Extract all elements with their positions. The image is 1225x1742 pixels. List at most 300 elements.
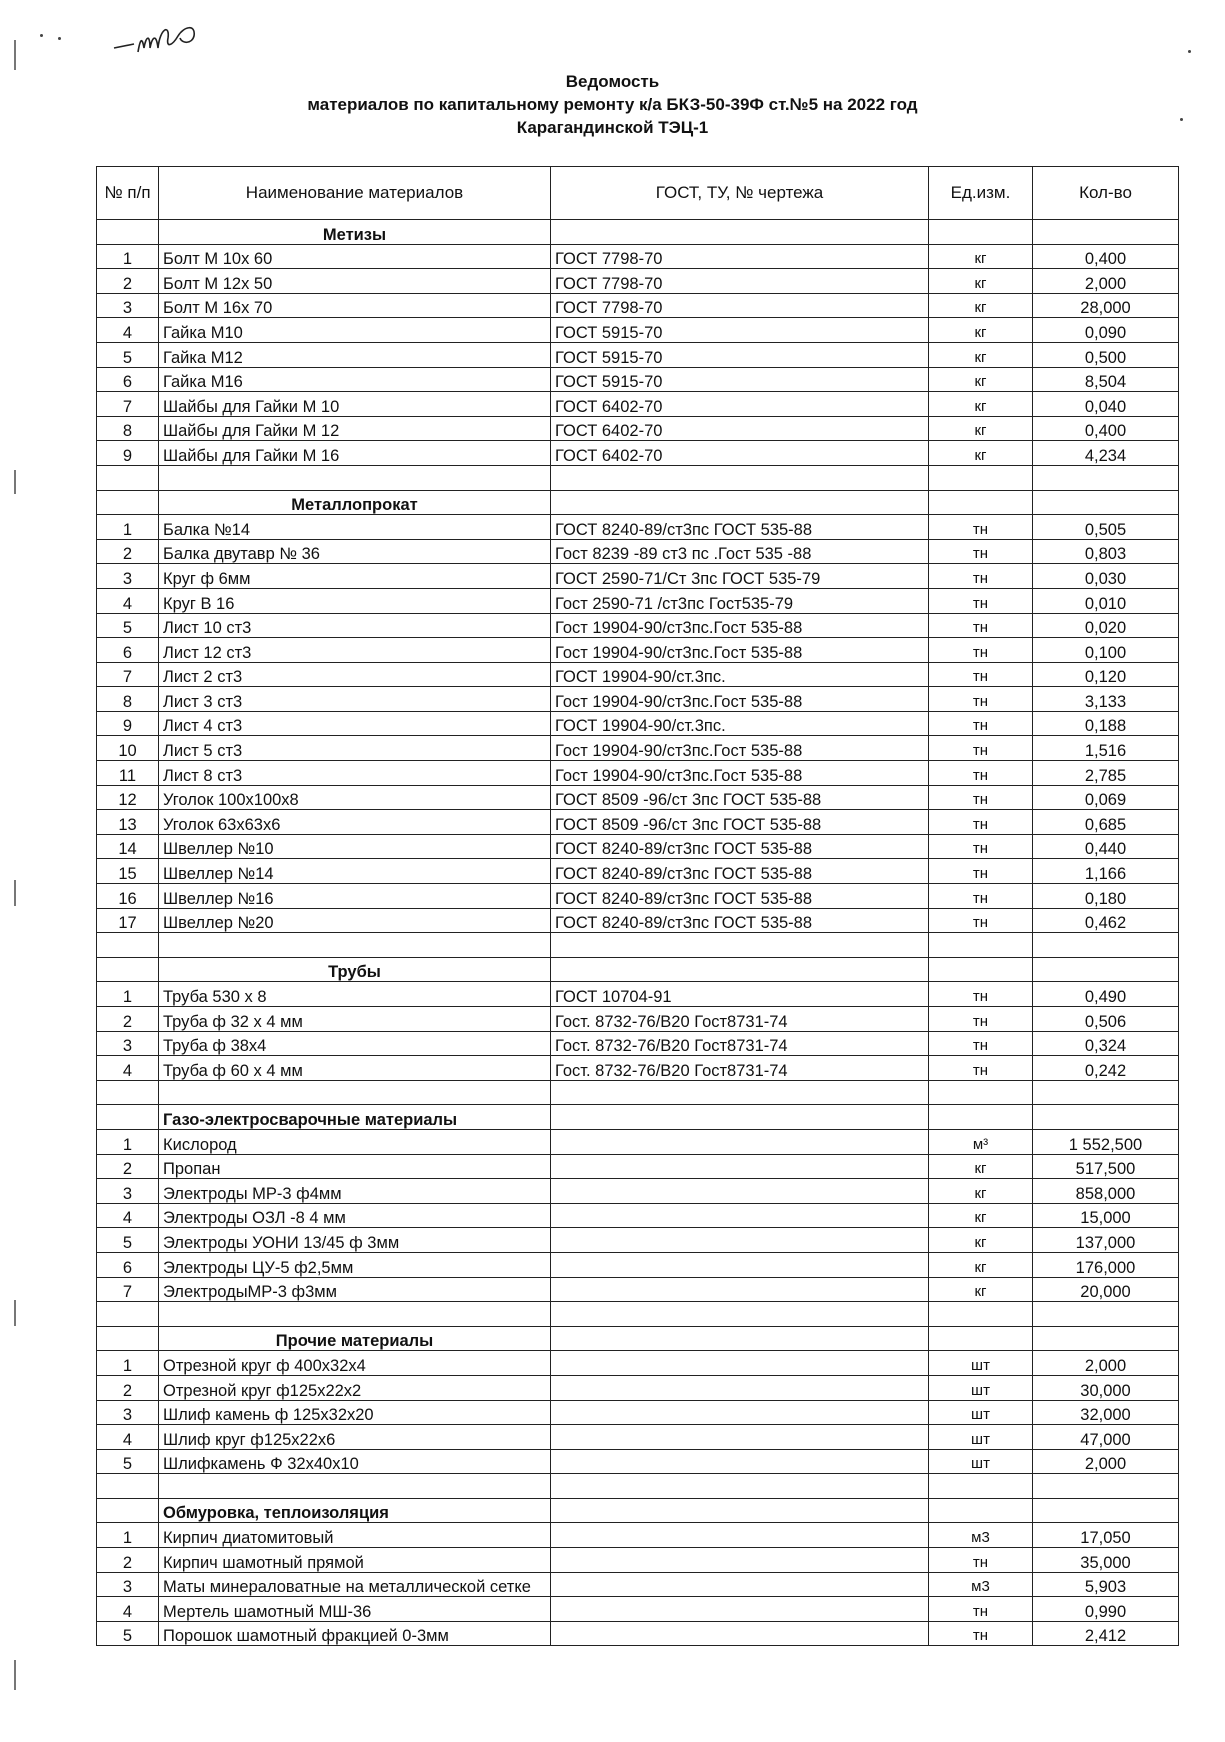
material-name: Лист 4 ст3 bbox=[159, 711, 551, 736]
gost-reference bbox=[551, 1597, 929, 1622]
empty-cell bbox=[159, 1474, 551, 1499]
unit-of-measure: шт bbox=[929, 1351, 1033, 1376]
quantity: 0,324 bbox=[1033, 1031, 1179, 1056]
row-number: 12 bbox=[97, 785, 159, 810]
row-number: 1 bbox=[97, 1523, 159, 1548]
gost-reference bbox=[551, 1129, 929, 1154]
table-row bbox=[97, 638, 1179, 663]
material-name: Лист 5 ст3 bbox=[159, 736, 551, 761]
gost-reference: ГОСТ 19904-90/ст.3пс. bbox=[551, 711, 929, 736]
quantity: 2,785 bbox=[1033, 761, 1179, 786]
quantity: 3,133 bbox=[1033, 687, 1179, 712]
unit-of-measure: тн bbox=[929, 982, 1033, 1007]
material-name: Порошок шамотный фракцией 0-3мм bbox=[159, 1621, 551, 1646]
unit-of-measure: кг bbox=[929, 293, 1033, 318]
gost-reference: ГОСТ 8240-89/ст3пс ГОСТ 535-88 bbox=[551, 908, 929, 933]
empty-cell bbox=[1033, 1498, 1179, 1523]
gost-reference: Гост 19904-90/ст3пс.Гост 535-88 bbox=[551, 761, 929, 786]
empty-cell bbox=[159, 1080, 551, 1105]
unit-of-measure: тн bbox=[929, 834, 1033, 859]
material-name: Труба ф 38х4 bbox=[159, 1031, 551, 1056]
table-row bbox=[97, 1179, 1179, 1204]
scan-speck bbox=[58, 37, 61, 40]
empty-cell bbox=[551, 1474, 929, 1499]
quantity: 4,234 bbox=[1033, 441, 1179, 466]
quantity: 2,000 bbox=[1033, 269, 1179, 294]
quantity: 0,090 bbox=[1033, 318, 1179, 343]
quantity: 0,400 bbox=[1033, 244, 1179, 269]
quantity: 0,180 bbox=[1033, 884, 1179, 909]
scan-edge-mark bbox=[14, 470, 16, 494]
quantity: 0,030 bbox=[1033, 564, 1179, 589]
section-header-row bbox=[97, 1498, 1179, 1523]
material-name: Швеллер №20 bbox=[159, 908, 551, 933]
material-name: Маты минераловатные на металлической сетке bbox=[159, 1572, 551, 1597]
quantity: 47,000 bbox=[1033, 1425, 1179, 1450]
empty-cell bbox=[1033, 1302, 1179, 1327]
table-row bbox=[97, 613, 1179, 638]
col-header-qty: Кол-во bbox=[1033, 167, 1179, 220]
empty-cell bbox=[97, 490, 159, 515]
empty-cell bbox=[929, 1080, 1033, 1105]
unit-of-measure: кг bbox=[929, 318, 1033, 343]
material-name: Лист 3 ст3 bbox=[159, 687, 551, 712]
empty-cell bbox=[929, 490, 1033, 515]
gost-reference: ГОСТ 7798-70 bbox=[551, 269, 929, 294]
empty-cell bbox=[97, 1498, 159, 1523]
empty-cell bbox=[929, 957, 1033, 982]
quantity: 0,440 bbox=[1033, 834, 1179, 859]
unit-of-measure: тн bbox=[929, 761, 1033, 786]
gost-reference: Гост 19904-90/ст3пс.Гост 535-88 bbox=[551, 613, 929, 638]
quantity: 0,490 bbox=[1033, 982, 1179, 1007]
unit-of-measure: тн bbox=[929, 1031, 1033, 1056]
row-number: 10 bbox=[97, 736, 159, 761]
empty-cell bbox=[97, 1105, 159, 1130]
document-header bbox=[0, 70, 1225, 139]
table-row bbox=[97, 1277, 1179, 1302]
quantity: 2,000 bbox=[1033, 1449, 1179, 1474]
unit-of-measure: тн bbox=[929, 687, 1033, 712]
col-header-gost: ГОСТ, ТУ, № чертежа bbox=[551, 167, 929, 220]
unit-of-measure: тн bbox=[929, 613, 1033, 638]
gost-reference: Гост 2590-71 /ст3пс Гост535-79 bbox=[551, 588, 929, 613]
gost-reference bbox=[551, 1548, 929, 1573]
quantity: 0,400 bbox=[1033, 416, 1179, 441]
table-body bbox=[97, 220, 1179, 1646]
material-name: Балка №14 bbox=[159, 515, 551, 540]
row-number: 5 bbox=[97, 1449, 159, 1474]
table-row bbox=[97, 1056, 1179, 1081]
material-name: Электроды УОНИ 13/45 ф 3мм bbox=[159, 1228, 551, 1253]
material-name: Уголок 63х63х6 bbox=[159, 810, 551, 835]
material-name: Кирпич диатомитовый bbox=[159, 1523, 551, 1548]
gost-reference: ГОСТ 10704-91 bbox=[551, 982, 929, 1007]
quantity: 2,412 bbox=[1033, 1621, 1179, 1646]
gost-reference: ГОСТ 5915-70 bbox=[551, 342, 929, 367]
unit-of-measure: тн bbox=[929, 662, 1033, 687]
quantity: 0,685 bbox=[1033, 810, 1179, 835]
gost-reference bbox=[551, 1179, 929, 1204]
row-number: 9 bbox=[97, 441, 159, 466]
material-name: Шайбы для Гайки М 10 bbox=[159, 392, 551, 417]
unit-of-measure: м³ bbox=[929, 1129, 1033, 1154]
gost-reference: ГОСТ 8240-89/ст3пс ГОСТ 535-88 bbox=[551, 884, 929, 909]
empty-cell bbox=[1033, 220, 1179, 245]
unit-of-measure: кг bbox=[929, 244, 1033, 269]
table-row bbox=[97, 588, 1179, 613]
section-header-row bbox=[97, 1105, 1179, 1130]
unit-of-measure: кг bbox=[929, 416, 1033, 441]
unit-of-measure: тн bbox=[929, 638, 1033, 663]
section-header-row bbox=[97, 1326, 1179, 1351]
quantity: 17,050 bbox=[1033, 1523, 1179, 1548]
material-name: Балка двутавр № 36 bbox=[159, 539, 551, 564]
blank-row bbox=[97, 465, 1179, 490]
scan-edge-mark bbox=[14, 40, 16, 70]
row-number: 2 bbox=[97, 1007, 159, 1032]
table-row bbox=[97, 539, 1179, 564]
unit-of-measure: кг bbox=[929, 1277, 1033, 1302]
empty-cell bbox=[97, 933, 159, 958]
empty-cell bbox=[929, 1498, 1033, 1523]
unit-of-measure: тн bbox=[929, 1007, 1033, 1032]
row-number: 17 bbox=[97, 908, 159, 933]
gost-reference: ГОСТ 5915-70 bbox=[551, 318, 929, 343]
unit-of-measure: м3 bbox=[929, 1572, 1033, 1597]
empty-cell bbox=[551, 1080, 929, 1105]
section-title: Металлопрокат bbox=[159, 490, 551, 515]
material-name: Шайбы для Гайки М 16 bbox=[159, 441, 551, 466]
table-row bbox=[97, 1228, 1179, 1253]
quantity: 30,000 bbox=[1033, 1375, 1179, 1400]
row-number: 2 bbox=[97, 1154, 159, 1179]
row-number: 5 bbox=[97, 613, 159, 638]
row-number: 6 bbox=[97, 1252, 159, 1277]
material-name: Шлиф камень ф 125х32х20 bbox=[159, 1400, 551, 1425]
gost-reference bbox=[551, 1572, 929, 1597]
quantity: 35,000 bbox=[1033, 1548, 1179, 1573]
gost-reference: Гост. 8732-76/В20 Гост8731-74 bbox=[551, 1007, 929, 1032]
row-number: 9 bbox=[97, 711, 159, 736]
unit-of-measure: кг bbox=[929, 1154, 1033, 1179]
unit-of-measure: шт bbox=[929, 1375, 1033, 1400]
gost-reference: ГОСТ 8240-89/ст3пс ГОСТ 535-88 bbox=[551, 859, 929, 884]
unit-of-measure: тн bbox=[929, 539, 1033, 564]
section-header-row bbox=[97, 490, 1179, 515]
unit-of-measure: тн bbox=[929, 564, 1033, 589]
unit-of-measure: кг bbox=[929, 342, 1033, 367]
table-row bbox=[97, 441, 1179, 466]
unit-of-measure: кг bbox=[929, 367, 1033, 392]
gost-reference: ГОСТ 6402-70 bbox=[551, 392, 929, 417]
empty-cell bbox=[929, 465, 1033, 490]
row-number: 7 bbox=[97, 662, 159, 687]
empty-cell bbox=[1033, 957, 1179, 982]
table-row bbox=[97, 810, 1179, 835]
row-number: 8 bbox=[97, 687, 159, 712]
table-row bbox=[97, 1007, 1179, 1032]
unit-of-measure: кг bbox=[929, 269, 1033, 294]
table-row bbox=[97, 736, 1179, 761]
row-number: 1 bbox=[97, 515, 159, 540]
table-row bbox=[97, 342, 1179, 367]
quantity: 0,462 bbox=[1033, 908, 1179, 933]
section-title: Метизы bbox=[159, 220, 551, 245]
material-name: Швеллер №16 bbox=[159, 884, 551, 909]
table-row bbox=[97, 244, 1179, 269]
scan-edge-mark bbox=[14, 1660, 16, 1690]
col-header-name: Наименование материалов bbox=[159, 167, 551, 220]
table-row bbox=[97, 785, 1179, 810]
unit-of-measure: м3 bbox=[929, 1523, 1033, 1548]
material-name: Труба 530 х 8 bbox=[159, 982, 551, 1007]
section-title: Газо-электросварочные материалы bbox=[159, 1105, 551, 1130]
material-name: Отрезной круг ф 400х32х4 bbox=[159, 1351, 551, 1376]
row-number: 3 bbox=[97, 293, 159, 318]
row-number: 3 bbox=[97, 1400, 159, 1425]
table-row bbox=[97, 834, 1179, 859]
empty-cell bbox=[551, 1302, 929, 1327]
material-name: Шлифкамень Ф 32х40х10 bbox=[159, 1449, 551, 1474]
empty-cell bbox=[929, 1105, 1033, 1130]
table-row bbox=[97, 1203, 1179, 1228]
quantity: 0,188 bbox=[1033, 711, 1179, 736]
unit-of-measure: тн bbox=[929, 810, 1033, 835]
row-number: 13 bbox=[97, 810, 159, 835]
gost-reference: ГОСТ 2590-71/Ст 3пс ГОСТ 535-79 bbox=[551, 564, 929, 589]
quantity: 8,504 bbox=[1033, 367, 1179, 392]
table-header-row bbox=[97, 167, 1179, 220]
material-name: ЭлектродыМР-3 ф3мм bbox=[159, 1277, 551, 1302]
unit-of-measure: тн bbox=[929, 1548, 1033, 1573]
material-name: Болт М 10х 60 bbox=[159, 244, 551, 269]
row-number: 6 bbox=[97, 638, 159, 663]
quantity: 0,120 bbox=[1033, 662, 1179, 687]
material-name: Гайка М16 bbox=[159, 367, 551, 392]
table-row bbox=[97, 1548, 1179, 1573]
empty-cell bbox=[1033, 490, 1179, 515]
unit-of-measure: кг bbox=[929, 1228, 1033, 1253]
gost-reference: ГОСТ 8240-89/ст3пс ГОСТ 535-88 bbox=[551, 515, 929, 540]
empty-cell bbox=[97, 220, 159, 245]
row-number: 14 bbox=[97, 834, 159, 859]
table-row bbox=[97, 662, 1179, 687]
gost-reference bbox=[551, 1154, 929, 1179]
row-number: 2 bbox=[97, 1548, 159, 1573]
row-number: 8 bbox=[97, 416, 159, 441]
gost-reference bbox=[551, 1449, 929, 1474]
gost-reference: Гост 19904-90/ст3пс.Гост 535-88 bbox=[551, 736, 929, 761]
quantity: 517,500 bbox=[1033, 1154, 1179, 1179]
quantity: 137,000 bbox=[1033, 1228, 1179, 1253]
row-number: 6 bbox=[97, 367, 159, 392]
empty-cell bbox=[1033, 1474, 1179, 1499]
blank-row bbox=[97, 1474, 1179, 1499]
row-number: 3 bbox=[97, 1572, 159, 1597]
row-number: 3 bbox=[97, 1031, 159, 1056]
material-name: Болт М 16х 70 bbox=[159, 293, 551, 318]
table-row bbox=[97, 367, 1179, 392]
material-name: Лист 2 ст3 bbox=[159, 662, 551, 687]
gost-reference bbox=[551, 1425, 929, 1450]
material-name: Труба ф 60 х 4 мм bbox=[159, 1056, 551, 1081]
table-row bbox=[97, 318, 1179, 343]
unit-of-measure: шт bbox=[929, 1400, 1033, 1425]
blank-row bbox=[97, 1080, 1179, 1105]
empty-cell bbox=[929, 220, 1033, 245]
quantity: 858,000 bbox=[1033, 1179, 1179, 1204]
empty-cell bbox=[97, 1080, 159, 1105]
table-row bbox=[97, 687, 1179, 712]
section-header-row bbox=[97, 220, 1179, 245]
material-name: Электроды МР-3 ф4мм bbox=[159, 1179, 551, 1204]
quantity: 15,000 bbox=[1033, 1203, 1179, 1228]
empty-cell bbox=[159, 465, 551, 490]
unit-of-measure: тн bbox=[929, 1597, 1033, 1622]
empty-cell bbox=[97, 465, 159, 490]
section-header-row bbox=[97, 957, 1179, 982]
table-row bbox=[97, 1031, 1179, 1056]
table-row bbox=[97, 1572, 1179, 1597]
quantity: 5,903 bbox=[1033, 1572, 1179, 1597]
unit-of-measure: кг bbox=[929, 392, 1033, 417]
table-row bbox=[97, 1375, 1179, 1400]
unit-of-measure: тн bbox=[929, 736, 1033, 761]
row-number: 1 bbox=[97, 244, 159, 269]
scan-speck bbox=[40, 34, 43, 37]
empty-cell bbox=[929, 1302, 1033, 1327]
gost-reference: ГОСТ 8509 -96/ст 3пс ГОСТ 535-88 bbox=[551, 785, 929, 810]
gost-reference: ГОСТ 8509 -96/ст 3пс ГОСТ 535-88 bbox=[551, 810, 929, 835]
empty-cell bbox=[551, 465, 929, 490]
material-name: Мертель шамотный МШ-36 bbox=[159, 1597, 551, 1622]
material-name: Шлиф круг ф125х22х6 bbox=[159, 1425, 551, 1450]
quantity: 0,242 bbox=[1033, 1056, 1179, 1081]
empty-cell bbox=[929, 1326, 1033, 1351]
section-title: Прочие материалы bbox=[159, 1326, 551, 1351]
empty-cell bbox=[97, 957, 159, 982]
unit-of-measure: шт bbox=[929, 1425, 1033, 1450]
row-number: 1 bbox=[97, 1129, 159, 1154]
material-name: Гайка М10 bbox=[159, 318, 551, 343]
row-number: 4 bbox=[97, 1597, 159, 1622]
empty-cell bbox=[551, 1105, 929, 1130]
table-row bbox=[97, 564, 1179, 589]
material-name: Электроды ОЗЛ -8 4 мм bbox=[159, 1203, 551, 1228]
row-number: 4 bbox=[97, 1056, 159, 1081]
scan-speck bbox=[1188, 50, 1191, 53]
col-header-num: № п/п bbox=[97, 167, 159, 220]
material-name: Труба ф 32 х 4 мм bbox=[159, 1007, 551, 1032]
gost-reference: ГОСТ 8240-89/ст3пс ГОСТ 535-88 bbox=[551, 834, 929, 859]
row-number: 4 bbox=[97, 1203, 159, 1228]
material-name: Кирпич шамотный прямой bbox=[159, 1548, 551, 1573]
quantity: 0,040 bbox=[1033, 392, 1179, 417]
quantity: 20,000 bbox=[1033, 1277, 1179, 1302]
row-number: 7 bbox=[97, 392, 159, 417]
row-number: 16 bbox=[97, 884, 159, 909]
table-row bbox=[97, 1129, 1179, 1154]
materials-table bbox=[96, 166, 1179, 1646]
gost-reference bbox=[551, 1277, 929, 1302]
row-number: 5 bbox=[97, 1228, 159, 1253]
unit-of-measure: тн bbox=[929, 588, 1033, 613]
unit-of-measure: тн bbox=[929, 785, 1033, 810]
material-name: Пропан bbox=[159, 1154, 551, 1179]
unit-of-measure: тн bbox=[929, 884, 1033, 909]
quantity: 32,000 bbox=[1033, 1400, 1179, 1425]
table-row bbox=[97, 1621, 1179, 1646]
material-name: Лист 12 ст3 bbox=[159, 638, 551, 663]
row-number: 7 bbox=[97, 1277, 159, 1302]
gost-reference bbox=[551, 1523, 929, 1548]
empty-cell bbox=[97, 1302, 159, 1327]
empty-cell bbox=[97, 1326, 159, 1351]
unit-of-measure: шт bbox=[929, 1449, 1033, 1474]
doc-subtitle: материалов по капитальному ремонту к/а БКЗ-50-39Ф ст.№5 на 2022 год bbox=[307, 95, 918, 114]
gost-reference: Гост. 8732-76/В20 Гост8731-74 bbox=[551, 1056, 929, 1081]
table-row bbox=[97, 1400, 1179, 1425]
row-number: 2 bbox=[97, 539, 159, 564]
quantity: 0,990 bbox=[1033, 1597, 1179, 1622]
empty-cell bbox=[97, 1474, 159, 1499]
unit-of-measure: кг bbox=[929, 1252, 1033, 1277]
table-row bbox=[97, 269, 1179, 294]
table-row bbox=[97, 859, 1179, 884]
row-number: 11 bbox=[97, 761, 159, 786]
gost-reference: ГОСТ 6402-70 bbox=[551, 416, 929, 441]
gost-reference bbox=[551, 1351, 929, 1376]
row-number: 5 bbox=[97, 342, 159, 367]
table-row bbox=[97, 884, 1179, 909]
quantity: 2,000 bbox=[1033, 1351, 1179, 1376]
material-name: Лист 8 ст3 bbox=[159, 761, 551, 786]
unit-of-measure: тн bbox=[929, 1621, 1033, 1646]
row-number: 2 bbox=[97, 269, 159, 294]
gost-reference bbox=[551, 1228, 929, 1253]
quantity: 1,516 bbox=[1033, 736, 1179, 761]
table-row bbox=[97, 908, 1179, 933]
empty-cell bbox=[159, 1302, 551, 1327]
unit-of-measure: тн bbox=[929, 1056, 1033, 1081]
row-number: 1 bbox=[97, 1351, 159, 1376]
gost-reference: Гост. 8732-76/В20 Гост8731-74 bbox=[551, 1031, 929, 1056]
material-name: Швеллер №10 bbox=[159, 834, 551, 859]
table-row bbox=[97, 1351, 1179, 1376]
empty-cell bbox=[1033, 933, 1179, 958]
material-name: Уголок 100х100х8 bbox=[159, 785, 551, 810]
row-number: 3 bbox=[97, 564, 159, 589]
gost-reference: Гост 19904-90/ст3пс.Гост 535-88 bbox=[551, 638, 929, 663]
quantity: 0,500 bbox=[1033, 342, 1179, 367]
gost-reference bbox=[551, 1400, 929, 1425]
unit-of-measure: кг bbox=[929, 1203, 1033, 1228]
doc-title: Ведомость bbox=[565, 72, 660, 91]
quantity: 1 552,500 bbox=[1033, 1129, 1179, 1154]
gost-reference: Гост 8239 -89 ст3 пс .Гост 535 -88 bbox=[551, 539, 929, 564]
table-row bbox=[97, 1154, 1179, 1179]
quantity: 176,000 bbox=[1033, 1252, 1179, 1277]
empty-cell bbox=[1033, 1080, 1179, 1105]
handwritten-signature bbox=[112, 18, 202, 62]
empty-cell bbox=[551, 1498, 929, 1523]
material-name: Круг В 16 bbox=[159, 588, 551, 613]
blank-row bbox=[97, 933, 1179, 958]
quantity: 28,000 bbox=[1033, 293, 1179, 318]
table-row bbox=[97, 711, 1179, 736]
section-title: Трубы bbox=[159, 957, 551, 982]
